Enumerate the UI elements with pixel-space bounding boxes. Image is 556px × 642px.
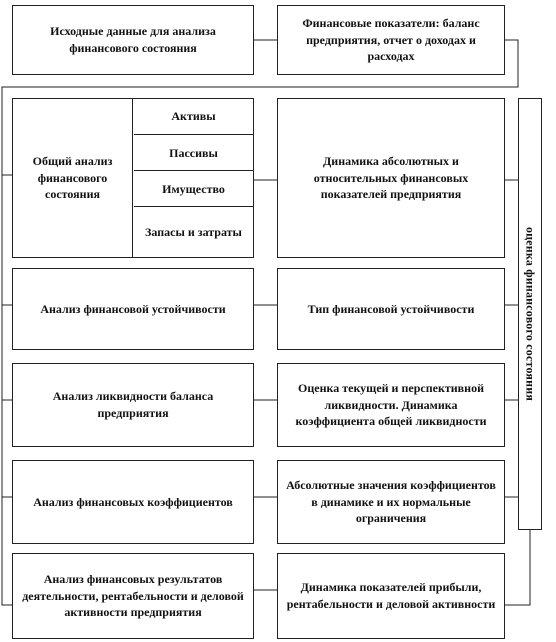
liquidity-assessment-box	[277, 363, 505, 447]
liquidity-analysis-box	[12, 363, 254, 447]
ratios-analysis-box	[12, 460, 254, 544]
general-item-property: Имущество	[134, 172, 253, 207]
financial-statements-text: Финансовые показатели: баланс предприятия, отчет о доходах и расходах	[302, 16, 480, 64]
ratios-values-box	[277, 460, 505, 544]
source-data-text: Исходные данные для анализа финансового состояния	[50, 24, 216, 55]
general-analysis-title: Общий анализ финансового состояния	[13, 99, 133, 257]
financial-statements-box	[277, 5, 505, 75]
general-result-box	[277, 98, 505, 258]
financial-assessment-side-label: оценка финансового состояния	[523, 226, 538, 402]
stability-type-text: Тип финансовой устойчивости	[307, 301, 475, 316]
ratios-analysis-text: Анализ финансовых коэффициентов	[33, 494, 233, 509]
ratios-values-text: Абсолютные значения коэффициентов в динамике и их нормальные ограничения	[286, 478, 496, 526]
source-data-box	[12, 5, 254, 75]
results-analysis-box	[12, 553, 254, 639]
general-item-stocks: Запасы и затраты	[145, 225, 242, 240]
stability-analysis-box	[12, 268, 254, 350]
results-analysis-text: Анализ финансовых результатов деятельности, рентабельности и деловой активности предприятия	[22, 572, 244, 620]
general-result-text: Динамика абсолютных и относительных финансовых показателей предприятия	[313, 154, 469, 202]
general-item-liabilities: Пассивы	[134, 136, 253, 171]
stability-analysis-text: Анализ финансовой устойчивости	[40, 301, 226, 316]
liquidity-assessment-text: Оценка текущей и перспективной ликвидности. Динамика коэффициента общей ликвидности	[295, 381, 487, 429]
results-dynamics-text: Динамика показателей прибыли, рентабельности и деловой активности	[286, 580, 496, 611]
general-item-assets: Активы	[134, 99, 253, 135]
results-dynamics-box	[277, 553, 505, 639]
liquidity-analysis-text: Анализ ликвидности баланса предприятия	[52, 389, 214, 420]
financial-assessment-side-box	[518, 98, 542, 530]
stability-type-box	[277, 268, 505, 350]
